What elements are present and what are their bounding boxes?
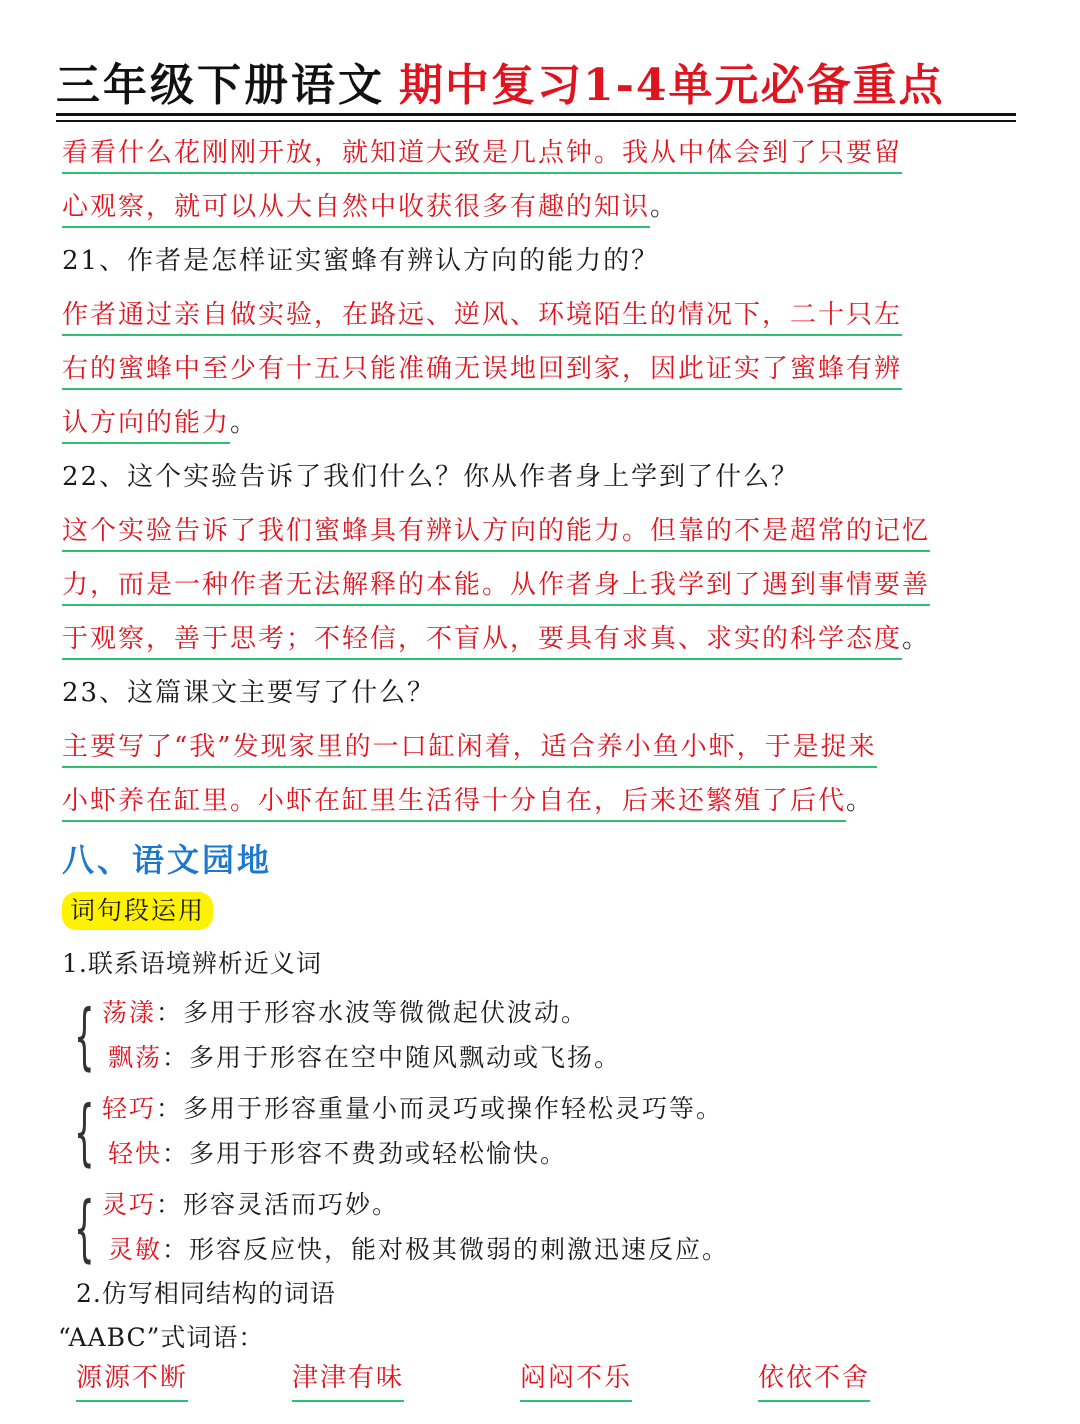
synonym-desc: ：多用于形容水波等微微起伏波动。: [156, 998, 589, 1027]
section-title: 八、语文园地: [62, 841, 273, 879]
aabc-label: “AABC”式词语：: [58, 1323, 265, 1352]
aabc-word: 源源不断: [76, 1360, 188, 1402]
answer-line: 认方向的能力: [62, 408, 230, 444]
continuation-answer: [62, 126, 1022, 234]
answer-line: 这个实验告诉了我们蜜蜂具有辨认方向的能力。但靠的不是超常的记忆: [62, 516, 930, 552]
synonym-desc: ：形容反应快，能对极其微弱的刺激迅速反应。: [162, 1235, 730, 1264]
synonym-desc: ：形容灵活而巧妙。: [156, 1190, 400, 1219]
synonym-row: [102, 990, 1022, 1035]
subsection-imitation: 2.仿写相同结构的词语: [76, 1279, 336, 1308]
answer-line: 力，而是一种作者无法解释的本能。从作者身上我学到了遇到事情要善: [62, 570, 930, 606]
synonym-row: [108, 1131, 1022, 1176]
header-rule-thick: [56, 113, 1016, 116]
synonym-term: 飘荡: [108, 1043, 163, 1072]
answer-end: 。: [902, 624, 931, 654]
answer-21: [62, 288, 1022, 450]
answer-23: [62, 720, 1022, 828]
aabc-word: 津津有味: [292, 1360, 404, 1402]
answer-line: 右的蜜蜂中至少有十五只能准确无误地回到家，因此证实了蜜蜂有辨: [62, 354, 902, 390]
synonym-term: 灵巧: [102, 1190, 157, 1219]
page-header: [56, 44, 1016, 111]
synonym-term: 轻快: [108, 1139, 163, 1168]
synonym-row: [102, 1086, 1022, 1131]
brace-icon: {: [74, 1090, 95, 1174]
answer-line: 心观察，就可以从大自然中收获很多有趣的知识: [62, 192, 650, 228]
synonym-desc: ：多用于形容重量小而灵巧或操作轻松灵巧等。: [156, 1094, 724, 1123]
answer-line: 看看什么花刚刚开放，就知道大致是几点钟。我从中体会到了只要留: [62, 138, 902, 174]
question-21: 21、作者是怎样证实蜜蜂有辨认方向的能力的？: [62, 246, 660, 276]
answer-line: 于观察，善于思考；不轻信，不盲从，要具有求真、求实的科学态度: [62, 624, 902, 660]
brace-icon: {: [74, 994, 95, 1078]
title-black: 三年级下册语文: [56, 60, 385, 111]
synonym-desc: ：多用于形容在空中随风飘动或飞扬。: [162, 1043, 622, 1072]
synonym-desc: ：多用于形容不费劲或轻松愉快。: [162, 1139, 568, 1168]
answer-line: 主要写了“我”发现家里的一口缸闲着，适合养小鱼小虾，于是捉来: [62, 732, 877, 768]
brace-icon: {: [74, 1186, 95, 1270]
synonym-row: [102, 1182, 1022, 1227]
synonym-pair: [62, 1182, 1022, 1272]
answer-end: 。: [650, 192, 679, 222]
page-content: [58, 126, 1022, 1406]
title-red: 期中复习1-4单元必备重点: [399, 60, 945, 111]
aabc-word: 依依不舍: [758, 1360, 870, 1402]
synonym-row: [108, 1035, 1022, 1080]
question-23: 23、这篇课文主要写了什么？: [62, 678, 436, 708]
answer-line: 小虾养在缸里。小虾在缸里生活得十分自在，后来还繁殖了后代: [62, 786, 846, 822]
answer-end: 。: [846, 786, 875, 816]
answer-line: 作者通过亲自做实验，在路远、逆风、环境陌生的情况下，二十只左: [62, 300, 902, 336]
synonym-term: 灵敏: [108, 1235, 163, 1264]
aabc-words: [62, 1360, 1022, 1406]
answer-end: 。: [230, 408, 259, 438]
aabc-word: 闷闷不乐: [520, 1360, 632, 1402]
synonym-pair: [62, 990, 1022, 1080]
synonym-term: 轻巧: [102, 1094, 157, 1123]
highlight-tag: 词句段运用: [62, 892, 213, 930]
subsection-synonyms: 1.联系语境辨析近义词: [62, 949, 322, 978]
answer-22: [62, 504, 1022, 666]
header-rule-thin: [56, 120, 1016, 122]
synonym-pair: [62, 1086, 1022, 1176]
synonym-term: 荡漾: [102, 998, 157, 1027]
synonym-row: [108, 1227, 1022, 1272]
question-22: 22、这个实验告诉了我们什么？你从作者身上学到了什么？: [62, 462, 800, 492]
